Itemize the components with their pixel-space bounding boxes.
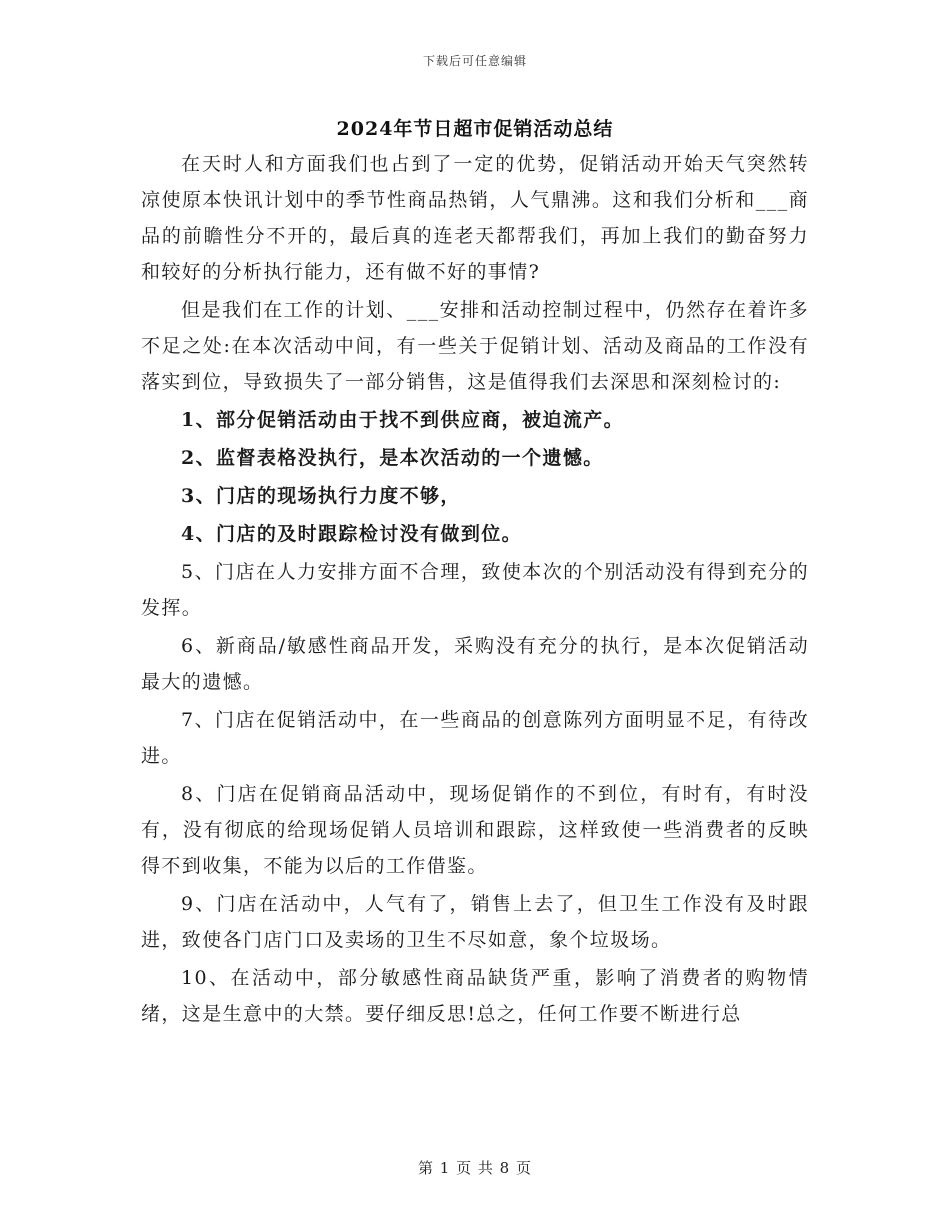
list-item: 9、门店在活动中，人气有了，销售上去了，但卫生工作没有及时跟进，致使各门店门口及卖场的卫生不尽如意，象个垃圾场。 xyxy=(141,893,809,951)
document-body xyxy=(141,146,809,1034)
document-title: 2024年节日超市促销活动总结 xyxy=(336,118,614,140)
paragraph: 但是我们在工作的计划、___安排和活动控制过程中，仍然存在着许多不足之处:在本次活动中间，有一些关于促销计划、活动及商品的工作没有落实到位，导致损失了一部分销售，这是值得我们去深思和深刻检讨的: xyxy=(141,299,809,393)
paragraph: 在天时人和方面我们也占到了一定的优势，促销活动开始天气突然转凉使原本快讯计划中的季节性商品热销，人气鼎沸。这和我们分析和___商品的前瞻性分不开的，最后真的连老天都帮我们，再加上我们的勤奋努力和较好的分析执行能力，还有做不好的事情? xyxy=(141,153,809,283)
list-item: 3、门店的现场执行力度不够， xyxy=(181,485,461,507)
list-item: 7、门店在促销活动中，在一些商品的创意陈列方面明显不足，有待改进。 xyxy=(141,709,809,767)
list-item: 4、门店的及时跟踪检讨没有做到位。 xyxy=(181,523,523,545)
list-item: 10、在活动中，部分敏感性商品缺货严重，影响了消费者的购物情绪，这是生意中的大禁。要仔细反思!总之，任何工作要不断进行总 xyxy=(141,967,809,1025)
list-item: 8、门店在促销商品活动中，现场促销作的不到位，有时有，有时没有，没有彻底的给现场促销人员培训和跟踪，这样致使一些消费者的反映得不到收集，不能为以后的工作借鉴。 xyxy=(141,783,809,877)
list-item: 6、新商品/敏感性商品开发，采购没有充分的执行，是本次促销活动最大的遗憾。 xyxy=(141,635,809,693)
page-footer: 第 1 页 共 8 页 xyxy=(418,1159,532,1177)
page-header: 下载后可任意编辑 xyxy=(422,54,527,68)
list-item: 2、监督表格没执行，是本次活动的一个遗憾。 xyxy=(181,447,604,469)
list-item: 1、部分促销活动由于找不到供应商，被迫流产。 xyxy=(181,409,625,431)
list-item: 5、门店在人力安排方面不合理，致使本次的个别活动没有得到充分的发挥。 xyxy=(141,561,809,619)
